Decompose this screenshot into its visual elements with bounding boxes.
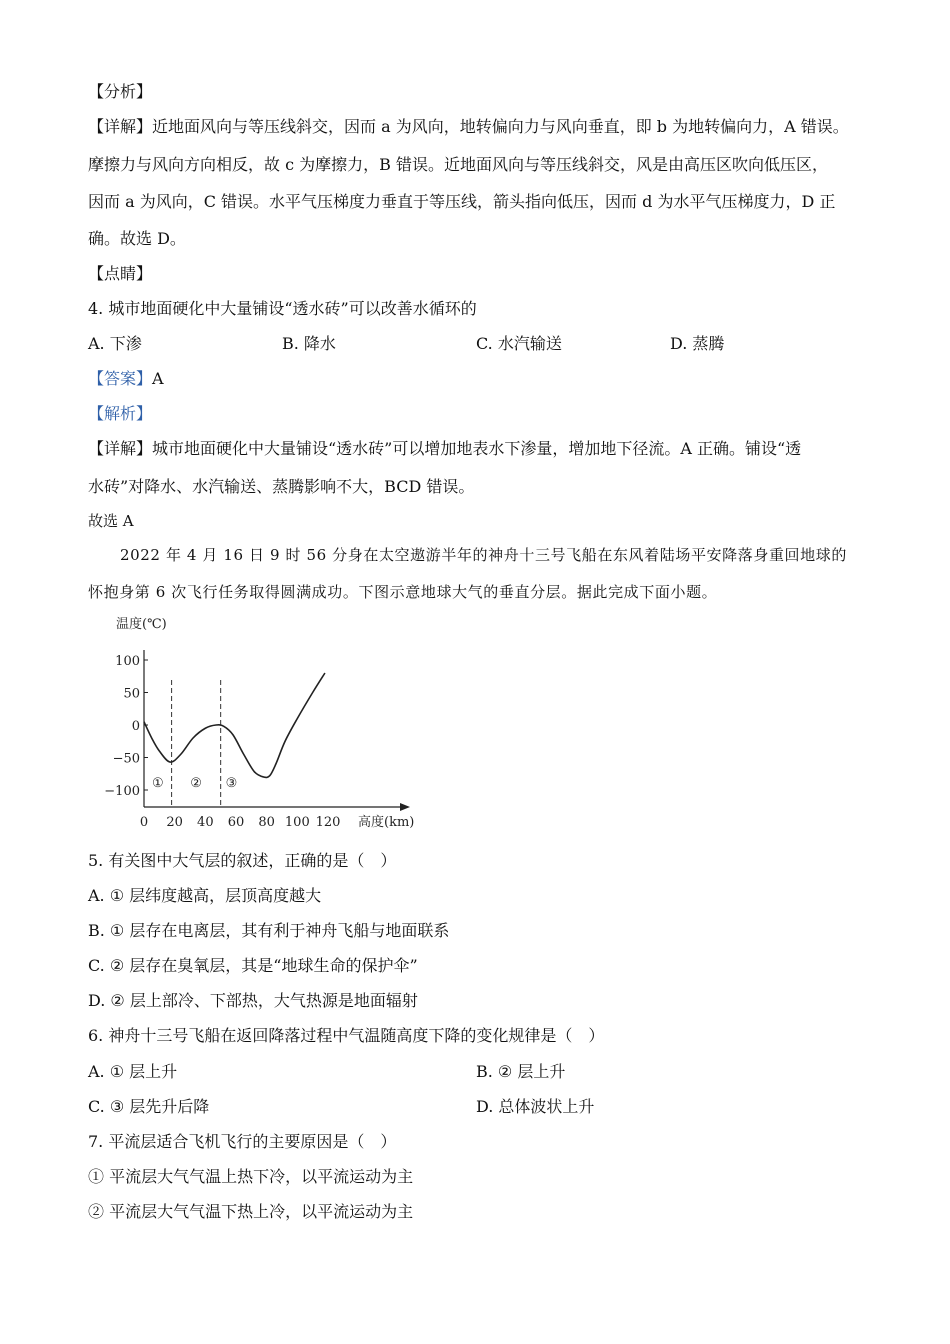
x-tick-label: 100: [284, 815, 310, 830]
answer-value: A: [152, 369, 164, 388]
layer-label: ①: [151, 776, 164, 792]
atmosphere-temperature-chart: [100, 610, 430, 835]
y-tick-label: −50: [112, 751, 140, 767]
q7-stem: 7. 平流层适合飞机飞行的主要原因是（ ）: [88, 1132, 397, 1151]
q3-detail-line: 确。故选 D。: [88, 229, 186, 248]
q6-option-d: D. 总体波状上升: [476, 1097, 595, 1116]
q6-option-a: A. ① 层上升: [88, 1062, 178, 1081]
explain-label: 【解析】: [88, 404, 153, 423]
passage-line: 怀抱身第 6 次飞行任务取得圆满成功。下图示意地球大气的垂直分层。据此完成下面小题。: [88, 583, 718, 601]
q4-answer: [88, 369, 164, 389]
q6-option-b: B. ② 层上升: [476, 1062, 566, 1081]
q4-option-b: B. 降水: [282, 334, 336, 353]
x-axis-arrow: [400, 803, 410, 811]
x-tick-label: 80: [258, 815, 275, 830]
q4-detail-line: 水砖”对降水、水汽输送、蒸腾影响不大，BCD 错误。: [88, 477, 475, 496]
x-axis-label: 高度(km): [358, 815, 415, 830]
answer-label: 【答案】: [88, 369, 153, 388]
q6-stem: 6. 神舟十三号飞船在返回降落过程中气温随高度下降的变化规律是（ ）: [88, 1026, 605, 1045]
q4-option-d: D. 蒸腾: [670, 334, 725, 353]
q4-conclusion: 故选 A: [88, 512, 134, 530]
q7-item: ② 平流层大气气温下热上冷，以平流运动为主: [88, 1202, 414, 1221]
layer-label: ②: [190, 776, 202, 792]
q5-option-d: D. ② 层上部冷、下部热，大气热源是地面辐射: [88, 991, 418, 1010]
passage-line: 2022 年 4 月 16 日 9 时 56 分身在太空遨游半年的神舟十三号飞船在东风着陆场平安降落身重回地球的: [120, 546, 847, 564]
q4-stem: 4. 城市地面硬化中大量铺设“透水砖”可以改善水循环的: [88, 299, 477, 318]
q3-detail-line: 摩擦力与风向方向相反，故 c 为摩擦力，B 错误。近地面风向与等压线斜交，风是由高压区吹向低压区，: [88, 155, 828, 174]
q5-stem: 5. 有关图中大气层的叙述，正确的是（ ）: [88, 851, 397, 870]
analysis-header: 【分析】: [88, 82, 153, 101]
y-tick-label: 100: [115, 654, 140, 669]
y-tick-label: 0: [131, 719, 140, 734]
y-tick-label: −100: [104, 784, 140, 799]
x-tick-label: 0: [139, 815, 149, 830]
x-tick-label: 120: [315, 815, 341, 830]
q7-item: ① 平流层大气气温上热下冷，以平流运动为主: [88, 1167, 414, 1186]
y-axis-label: 温度(℃): [116, 617, 167, 632]
q4-option-a: A. 下渗: [88, 334, 142, 353]
q3-detail-line: 因而 a 为风向，C 错误。水平气压梯度力垂直于等压线，箭头指向低压，因而 d 为水平气压梯度力，D 正: [88, 192, 836, 211]
q5-option-a: A. ① 层纬度越高，层顶高度越大: [88, 886, 322, 905]
x-tick-label: 20: [166, 815, 183, 830]
q5-option-c: C. ② 层存在臭氧层，其是“地球生命的保护伞”: [88, 956, 418, 975]
q3-detail-line: 【详解】近地面风向与等压线斜交，因而 a 为风向，地转偏向力与风向垂直，即 b 为地转偏向力，A 错误。: [88, 117, 849, 136]
comment-header: 【点睛】: [88, 264, 153, 283]
x-tick-label: 60: [227, 815, 245, 830]
layer-label: ③: [225, 776, 238, 792]
q4-option-c: C. 水汽输送: [476, 334, 562, 353]
q4-detail-line: 【详解】城市地面硬化中大量铺设“透水砖”可以增加地表水下渗量，增加地下径流。A 正确。铺设“透: [88, 439, 802, 458]
q6-option-c: C. ③ 层先升后降: [88, 1097, 210, 1116]
y-tick-label: 50: [123, 686, 140, 702]
x-tick-label: 40: [197, 815, 214, 830]
q5-option-b: B. ① 层存在电离层，其有利于神舟飞船与地面联系: [88, 921, 450, 940]
